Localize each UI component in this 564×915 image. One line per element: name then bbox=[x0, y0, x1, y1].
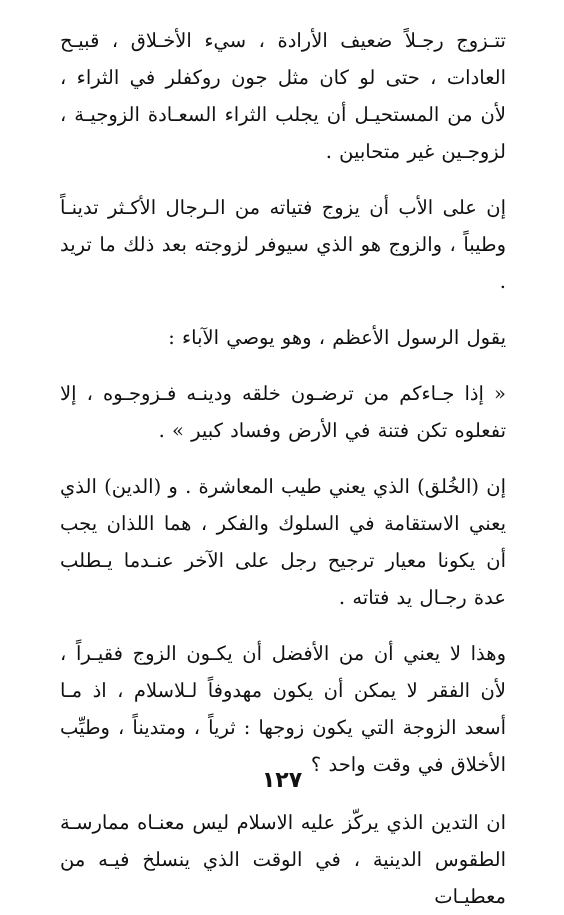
paragraph-4-hadith-quote: « إذا جـاءكم من ترضـون خلقه ودينـه فـزوجـوه ، إلا تفعلوه تكن فتنة في الأرض وفساد كبير » . bbox=[60, 382, 506, 442]
page-number: ١٢٧ bbox=[261, 768, 303, 793]
paragraph-1: تتـزوج رجـلاً ضعيف الأرادة ، سيء الأخـلاق ، قبيـح العادات ، حتى لو كان مثل جون روكفلر في الثراء ، لأن من المستحيـل أن يجلب الثراء السعـادة الزوجيـة ، لزوجـين غير متحابين . bbox=[60, 29, 506, 163]
paragraph-2: إن على الأب أن يزوج فتياته من الـرجال الأكـثر تدينـاً وطيباً ، والزوج هو الذي سيوفر لزوجته بعد ذلك ما تريد . bbox=[60, 196, 506, 293]
paragraph-3: يقول الرسول الأعظم ، وهو يوصي الآباء : bbox=[168, 326, 506, 349]
paragraph-5: إن (الخُلق) الذي يعني طيب المعاشرة . و (الدين) الذي يعني الاستقامة في السلوك والفكر ، هما اللذان يجب أن يكونا معيار ترجيح رجل على الآخر عنـدما يـطلب عدة رجـال يد فتاته . bbox=[60, 475, 506, 609]
paragraph-7: ان التدين الذي يركّز عليه الاسلام ليس معنـاه ممارسـة الطقوس الدينية ، في الوقت الذي ينسلخ فيـه من معطيـات bbox=[60, 811, 506, 908]
paragraph-6: وهذا لا يعني أن من الأفضل أن يكـون الزوج فقيـراً ، لأن الفقر لا يمكن أن يكون مهدوفاً لـلاسلام ، اذ مـا أسعد الزوجة التي يكون زوجها : ثرياً ، ومتديناً ، وطيِّب الأخلاق في وقت واحد ؟ bbox=[60, 642, 506, 776]
